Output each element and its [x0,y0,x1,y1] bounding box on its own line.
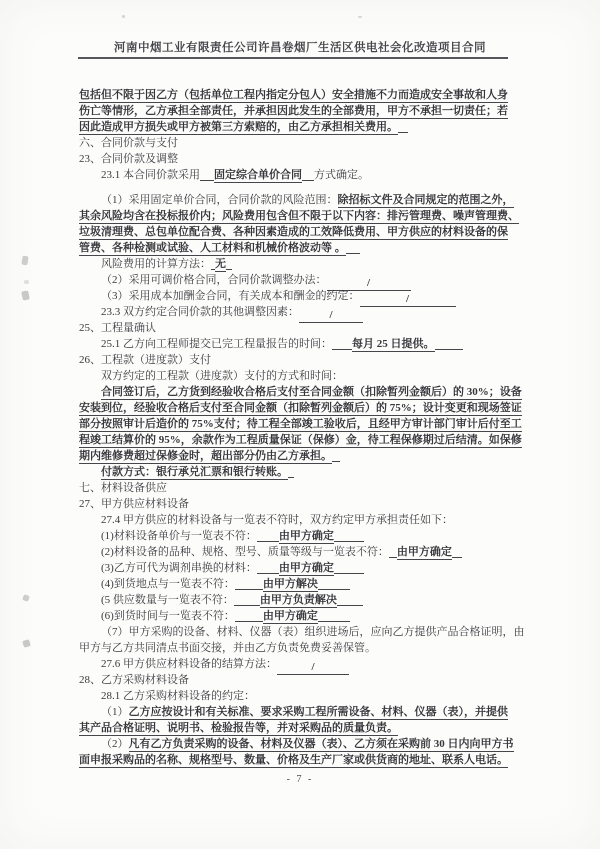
template-text: 25.1 乙方向工程师提交已完工程量报告的时间： [101,338,332,350]
text-line [79,416,522,432]
filled-in-text: 其余风险均含在投标报价内；风险费用包含但不限于以下内容：排污管理费、噪声管理费、 [79,210,519,222]
filled-in-text: 因此造成甲方损失或甲方被第三方索赔的，由乙方承担相关费用。 [79,121,398,133]
fill-in-slash: / [327,277,411,291]
fill-in-blank [452,544,462,558]
page-title: 河南中烟工业有限责任公司许昌卷烟厂生活区供电社会化改造项目合同 [114,42,486,54]
text-line [79,400,522,416]
filled-in-text: 由甲方确定 [278,530,334,542]
scan-artifact [358,16,362,18]
filled-in-text: 垃圾清理费、总包单位配合费、各种因素造成的工效降低费用、甲方供应的材料设备的保 [79,226,508,238]
text-line [79,720,515,736]
filled-in-text: 无 [215,258,226,270]
fill-in-blank [318,608,350,622]
text-line [79,656,515,672]
text-line [79,352,515,368]
fill-in-blank [200,167,214,181]
template-text: 23.3 双方约定合同价款的其他调整因素： [101,306,299,318]
text-line [79,608,515,624]
fill-in-blank [332,448,340,462]
text-line [79,592,515,608]
fill-in-blank [337,592,363,606]
filled-in-text: 每月 25 日提供。 [352,338,435,350]
template-text: 甲方与乙方共同清点书面交接，并由乙方负责免费妥善保管。 [79,642,376,654]
scan-artifact [122,15,125,18]
page-number: - 7 - [286,774,314,785]
text-line [79,496,515,512]
scan-artifact [22,639,31,648]
text-line [79,448,515,464]
text-line [79,256,515,272]
text-line [79,288,515,304]
text-line [79,560,515,576]
text-line [79,624,525,640]
fill-in-blank [346,240,360,254]
text-line [79,208,519,224]
template-text: 23、合同价款及调整 [79,153,178,165]
text-line [79,336,515,352]
text-line [79,528,515,544]
text-line [79,320,515,336]
scan-artifact [21,256,28,266]
filled-in-text: 部分按照审计后造价的 75%支付；待工程全部竣工验收后，且经甲方审计部门审计后付至工 [79,418,522,430]
text-line [79,135,515,151]
fill-in-blank [398,119,408,133]
template-text: (2)材料设备的品种、规格、型号、质量等级与一览表不符： [101,546,389,558]
filled-in-text: 由甲方确定 [278,562,334,574]
template-text: （1）采用固定单价合同，合同价款的风险范围： [101,194,338,206]
fill-in-slash: / [277,661,349,675]
text-line [79,240,515,256]
scan-artifact [21,290,30,300]
filled-in-text: 乙方应按设计和有关标准、要求采购工程所需设备、材料、仪器（表），并提供 [128,706,508,718]
text-line [79,87,515,103]
fill-in-blank [257,560,279,574]
template-text: 28、乙方采购材料设备 [79,674,189,686]
filled-in-text: 除招标文件及合同规定的范围之外， [337,194,514,206]
filled-in-text: 面申报采购品的名称、规格型号、数量、价格及生产厂家或供货商的地址、联系人电话。 [79,754,508,766]
template-text: （2） [101,738,129,750]
template-text: （2）采用可调价格合同，合同价款调整办法： [101,274,327,286]
template-text: 26、工程款（进度款）支付 [79,354,211,366]
fill-in-blank [288,464,294,478]
text-line [79,480,515,496]
template-text: 六、合同价款与支付 [79,137,178,149]
filled-in-text: 其产品合格证明、说明书、检验报告等，并对采购品的质量负责。 [79,722,398,734]
fill-in-blank [257,528,279,542]
filled-in-text: 付款方式：银行承兑汇票和银行转账。 [101,466,288,478]
text-line [79,368,515,384]
template-text: (6)到货时间与一览表不符： [101,610,235,622]
fill-in-blank [318,576,350,590]
template-text: 27.4 甲方供应的材料设备与一览表不符时，双方约定甲方承担责任如下： [101,514,453,526]
title-underline-rule [78,57,508,59]
template-text: (4)到货地点与一览表不符： [101,578,235,590]
filled-in-text: 管费、各种检测或试验、人工材料和机械价格波动等 。 [79,242,346,254]
text-line [79,224,515,240]
fill-in-blank [234,592,260,606]
text-line [79,384,522,400]
text-line [79,640,515,656]
filled-in-text: 凡有乙方负责采购的设备、材料及仪器（表）、乙方须在采购前 30 日内向甲方书 [128,738,514,750]
fill-in-blank [235,576,263,590]
text-line [79,192,515,208]
fill-in-blank [226,256,232,270]
text-line [79,752,515,768]
text-line [79,103,515,119]
filled-in-text: 安装到位，经验收合格后支付至合同金额（扣除暂列金额后）的 75%；设计变更和现场签证 [79,402,522,414]
template-text: (1)材料设备单价与一览表不符： [101,530,257,542]
text-line [79,736,515,752]
template-text: （7）甲方采购的设备、材料、仪器（表）组织进场后，应向乙方提供产品合格证明，由 [101,626,525,638]
template-text: 方式确定。 [314,169,369,181]
filled-in-text: 由甲方确定 [262,610,318,622]
fill-in-blank [302,167,314,181]
filled-in-text: 程竣工结算价的 95%，余款作为工程质量保证（保修）金，待工程保修期过后结清。如保修 [79,434,522,446]
template-text: 双方约定的工程款（进度款）支付的方式和时间： [101,370,343,382]
fill-in-blank [389,544,397,558]
template-text: 27.6 甲方供应材料设备的结算方法： [101,658,277,670]
scan-artifact [22,594,30,602]
template-text: 28.1 乙方采购材料设备的约定： [101,690,255,702]
document-body [79,87,525,768]
filled-in-text: 由甲方解决 [262,578,318,590]
template-text: 风险费用的计算方法： [101,258,211,270]
text-line [79,167,515,183]
text-line [79,432,522,448]
fill-in-slash: / [360,293,456,307]
text-line [79,576,515,592]
fill-in-blank [235,608,263,622]
text-line [79,544,515,560]
filled-in-text: 由甲方负责解决 [259,594,337,606]
text-line [79,512,515,528]
filled-in-text: 由甲方确定 [396,546,452,558]
filled-in-text: 伤亡等情形，乙方承担全部责任，并承担因此发生的全部费用，甲方不承担一切责任；若 [79,105,508,117]
text-line [79,464,515,480]
fill-in-blank [332,336,352,350]
template-text: 23.1 本合同价款采用 [101,169,200,181]
text-line [79,272,515,288]
text-line [79,704,515,720]
template-text: 七、材料设备供应 [79,482,167,494]
filled-in-text: 固定综合单价合同 [214,169,302,181]
template-text: （1） [101,706,129,718]
template-text: 25、工程量确认 [79,322,156,334]
template-text: （3）采用成本加酬金合同，有关成本和酬金的约定： [101,290,360,302]
template-text: 27、甲方供应材料设备 [79,498,189,510]
filled-in-text: 期内维修费超过保修金时，超出部分仍由乙方承担。 [79,450,332,462]
fill-in-blank [435,336,463,350]
fill-in-slash: / [299,309,363,323]
filled-in-text: 包括但不限于因乙方（包括单位工程内指定分包人）安全措施不力而造成安全事故和人身 [79,89,508,101]
text-line [79,119,515,135]
filled-in-text: 合同签订后，乙方货到经验收合格后支付至合同金额（扣除暂列金额后）的 30%；设备 [101,386,522,398]
fill-in-blank [334,560,364,574]
fill-in-blank [334,528,364,542]
scan-artifact [24,280,29,284]
text-line [79,151,515,167]
text-line [79,688,515,704]
template-text: (3)乙方可代为调剂串换的材料： [101,562,257,574]
template-text: (5 供应数量与一览表不符： [101,594,234,606]
